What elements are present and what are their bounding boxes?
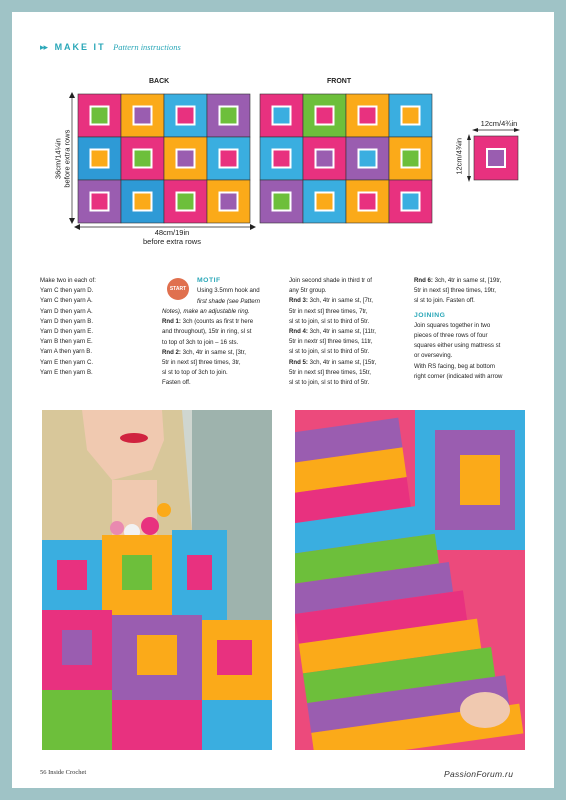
round-text: to top of 3ch to join – 16 sts.	[162, 338, 239, 346]
section-subtitle: Pattern instructions	[113, 42, 181, 52]
height-dimension	[54, 104, 71, 214]
square-height-dimension: 12cm/4¾in	[454, 137, 464, 175]
yarn-list-item: Yarn C then yarn D.	[40, 287, 94, 295]
motif-heading: MOTIF	[197, 277, 221, 284]
motif-line: Notes), make an adjustable ring.	[162, 308, 250, 315]
joining-line: pieces of three rows of four	[414, 332, 488, 340]
joining-line: or overseving.	[414, 352, 453, 360]
round-text: 3ch, 4tr in same st, [11tr,	[309, 328, 376, 336]
watermark: PassionForum.ru	[444, 769, 514, 779]
round-text: 5tr in next st] three times, 3tr,	[162, 359, 241, 367]
arrow-head-right-icon	[250, 224, 256, 230]
motif-square-center	[135, 108, 151, 124]
round-text: sl st to join, sl st to third of 5tr.	[289, 317, 370, 325]
small-arrow-down-icon	[467, 176, 471, 182]
joining-line: right corner (indicated with arrow	[414, 372, 503, 380]
motif-square-center	[221, 194, 237, 210]
motif-square-center	[92, 194, 108, 210]
motif-square-center	[221, 151, 237, 167]
motif-square-center	[92, 108, 108, 124]
sample-square-center	[488, 150, 504, 166]
motif-square-center	[403, 194, 419, 210]
round-text: and throughout), 15tr in ring, sl st	[162, 328, 252, 336]
arrow-head-down-icon	[69, 218, 75, 224]
motif-square-center	[135, 151, 151, 167]
round-label: Rnd 3:	[289, 297, 308, 305]
round-text: sl st to join, sl st to third of 5tr.	[289, 379, 370, 387]
yarn-list-item: Yarn E then yarn C.	[40, 358, 94, 366]
motif-line: Using 3.5mm hook and	[197, 287, 260, 295]
motif-square-center	[135, 194, 151, 210]
round-text: Fasten off.	[162, 379, 191, 387]
start-badge: START	[167, 278, 189, 300]
joining-column	[414, 276, 544, 382]
yarn-combinations-column	[40, 276, 150, 378]
single-motif-square	[474, 136, 518, 180]
model-photo	[42, 410, 272, 750]
height-dimension-note: before extra rows	[62, 129, 71, 188]
round-text: sl st to join, sl st to third of 5tr.	[289, 348, 370, 356]
round-label: Rnd 4:	[289, 328, 308, 336]
round-text: 5tr in next st] three times, 15tr,	[289, 368, 371, 376]
joining-line: With RS facing, beg at bottom	[414, 362, 495, 370]
yarn-list-item: Yarn D then yarn B.	[40, 317, 94, 325]
round-label: Rnd 2:	[162, 348, 181, 356]
round-text: 3ch, 4tr in same st, [7tr,	[309, 297, 374, 305]
round-label: Rnd 5:	[289, 358, 308, 366]
motif-square-center	[274, 108, 290, 124]
arrow-head-left-icon	[74, 224, 80, 230]
yarn-list-item: Yarn B then yarn E.	[40, 338, 93, 346]
instruction-line: any 5tr group.	[289, 287, 327, 295]
instruction-line: Join second shade in third tr of	[289, 277, 372, 284]
yarn-list-item: Yarn D then yarn E.	[40, 328, 94, 336]
motif-square-center	[317, 151, 333, 167]
width-dimension-value: 48cm/19in	[154, 228, 190, 237]
round-text: sl st to join. Fasten off.	[414, 297, 475, 305]
motif-square-center	[317, 108, 333, 124]
round-label: Rnd 1:	[162, 318, 181, 326]
motif-square-center	[178, 108, 194, 124]
motif-square-center	[178, 151, 194, 167]
motif-square-center	[360, 151, 376, 167]
motif-square-center	[178, 194, 194, 210]
round-text: 5tr in nextr st] three times, 11tr,	[289, 338, 373, 346]
yarn-list-item: Yarn E then yarn B.	[40, 368, 93, 376]
round-text: 5tr in next st] three times, 7tr,	[289, 307, 368, 315]
round-text: sl st to top of 3ch to join.	[162, 369, 228, 377]
yarn-list-item: Yarn C then yarn A.	[40, 297, 93, 305]
yarn-intro: Make two in each of:	[40, 277, 96, 284]
round-text: 3ch (counts as first tr here	[182, 318, 254, 326]
yarn-list-item: Yarn A then yarn B.	[40, 348, 93, 356]
back-panel-grid	[78, 94, 250, 223]
sleeve-detail-photo	[295, 410, 525, 750]
motif-instructions	[162, 307, 292, 389]
magazine-name: Inside Crochet	[48, 769, 87, 776]
back-label: BACK	[149, 78, 170, 85]
motif-square-center	[221, 108, 237, 124]
motif-line: first shade (see Pattern	[197, 298, 260, 305]
motif-square-center	[274, 194, 290, 210]
round-text: 5tr in next st] three times, 19tr,	[414, 287, 496, 295]
round-text: 3ch, 4tr in same st, [15tr,	[309, 358, 377, 366]
square-width-dimension: 12cm/4¾in	[480, 119, 518, 128]
arrow-head-up-icon	[69, 92, 75, 98]
joining-line: squares either using mattress st	[414, 342, 501, 350]
small-arrow-up-icon	[467, 134, 471, 140]
round-text: 3ch, 4tr in same st, [3tr,	[182, 348, 247, 356]
front-panel-grid	[260, 94, 432, 223]
motif-square-center	[360, 194, 376, 210]
motif-square-center	[92, 151, 108, 167]
small-arrow-left-icon	[472, 128, 478, 132]
joining-line: Join squares together in two	[414, 321, 491, 329]
motif-square-center	[403, 108, 419, 124]
front-label: FRONT	[327, 78, 352, 85]
yarn-list-item: Yarn D then yarn A.	[40, 307, 93, 315]
width-dimension	[112, 228, 232, 246]
motif-square-center	[317, 194, 333, 210]
second-shade-column	[289, 276, 414, 388]
garment-schematic	[12, 12, 554, 252]
magazine-page	[12, 12, 554, 788]
width-dimension-note: before extra rows	[143, 237, 201, 246]
page-footer	[40, 769, 86, 776]
section-title: MAKE IT	[54, 42, 106, 52]
round-text: 3ch, 4tr in same st, [19tr,	[434, 277, 502, 284]
double-arrow-icon: ▸▸	[40, 42, 48, 52]
small-arrow-right-icon	[514, 128, 520, 132]
motif-square-center	[360, 108, 376, 124]
page-number: 56	[40, 769, 47, 776]
joining-heading: JOINING	[414, 311, 446, 319]
round-label: Rnd 6:	[414, 277, 433, 284]
motif-square-center	[274, 151, 290, 167]
motif-square-center	[403, 151, 419, 167]
height-dimension-value: 36cm/14¼in	[53, 138, 63, 180]
